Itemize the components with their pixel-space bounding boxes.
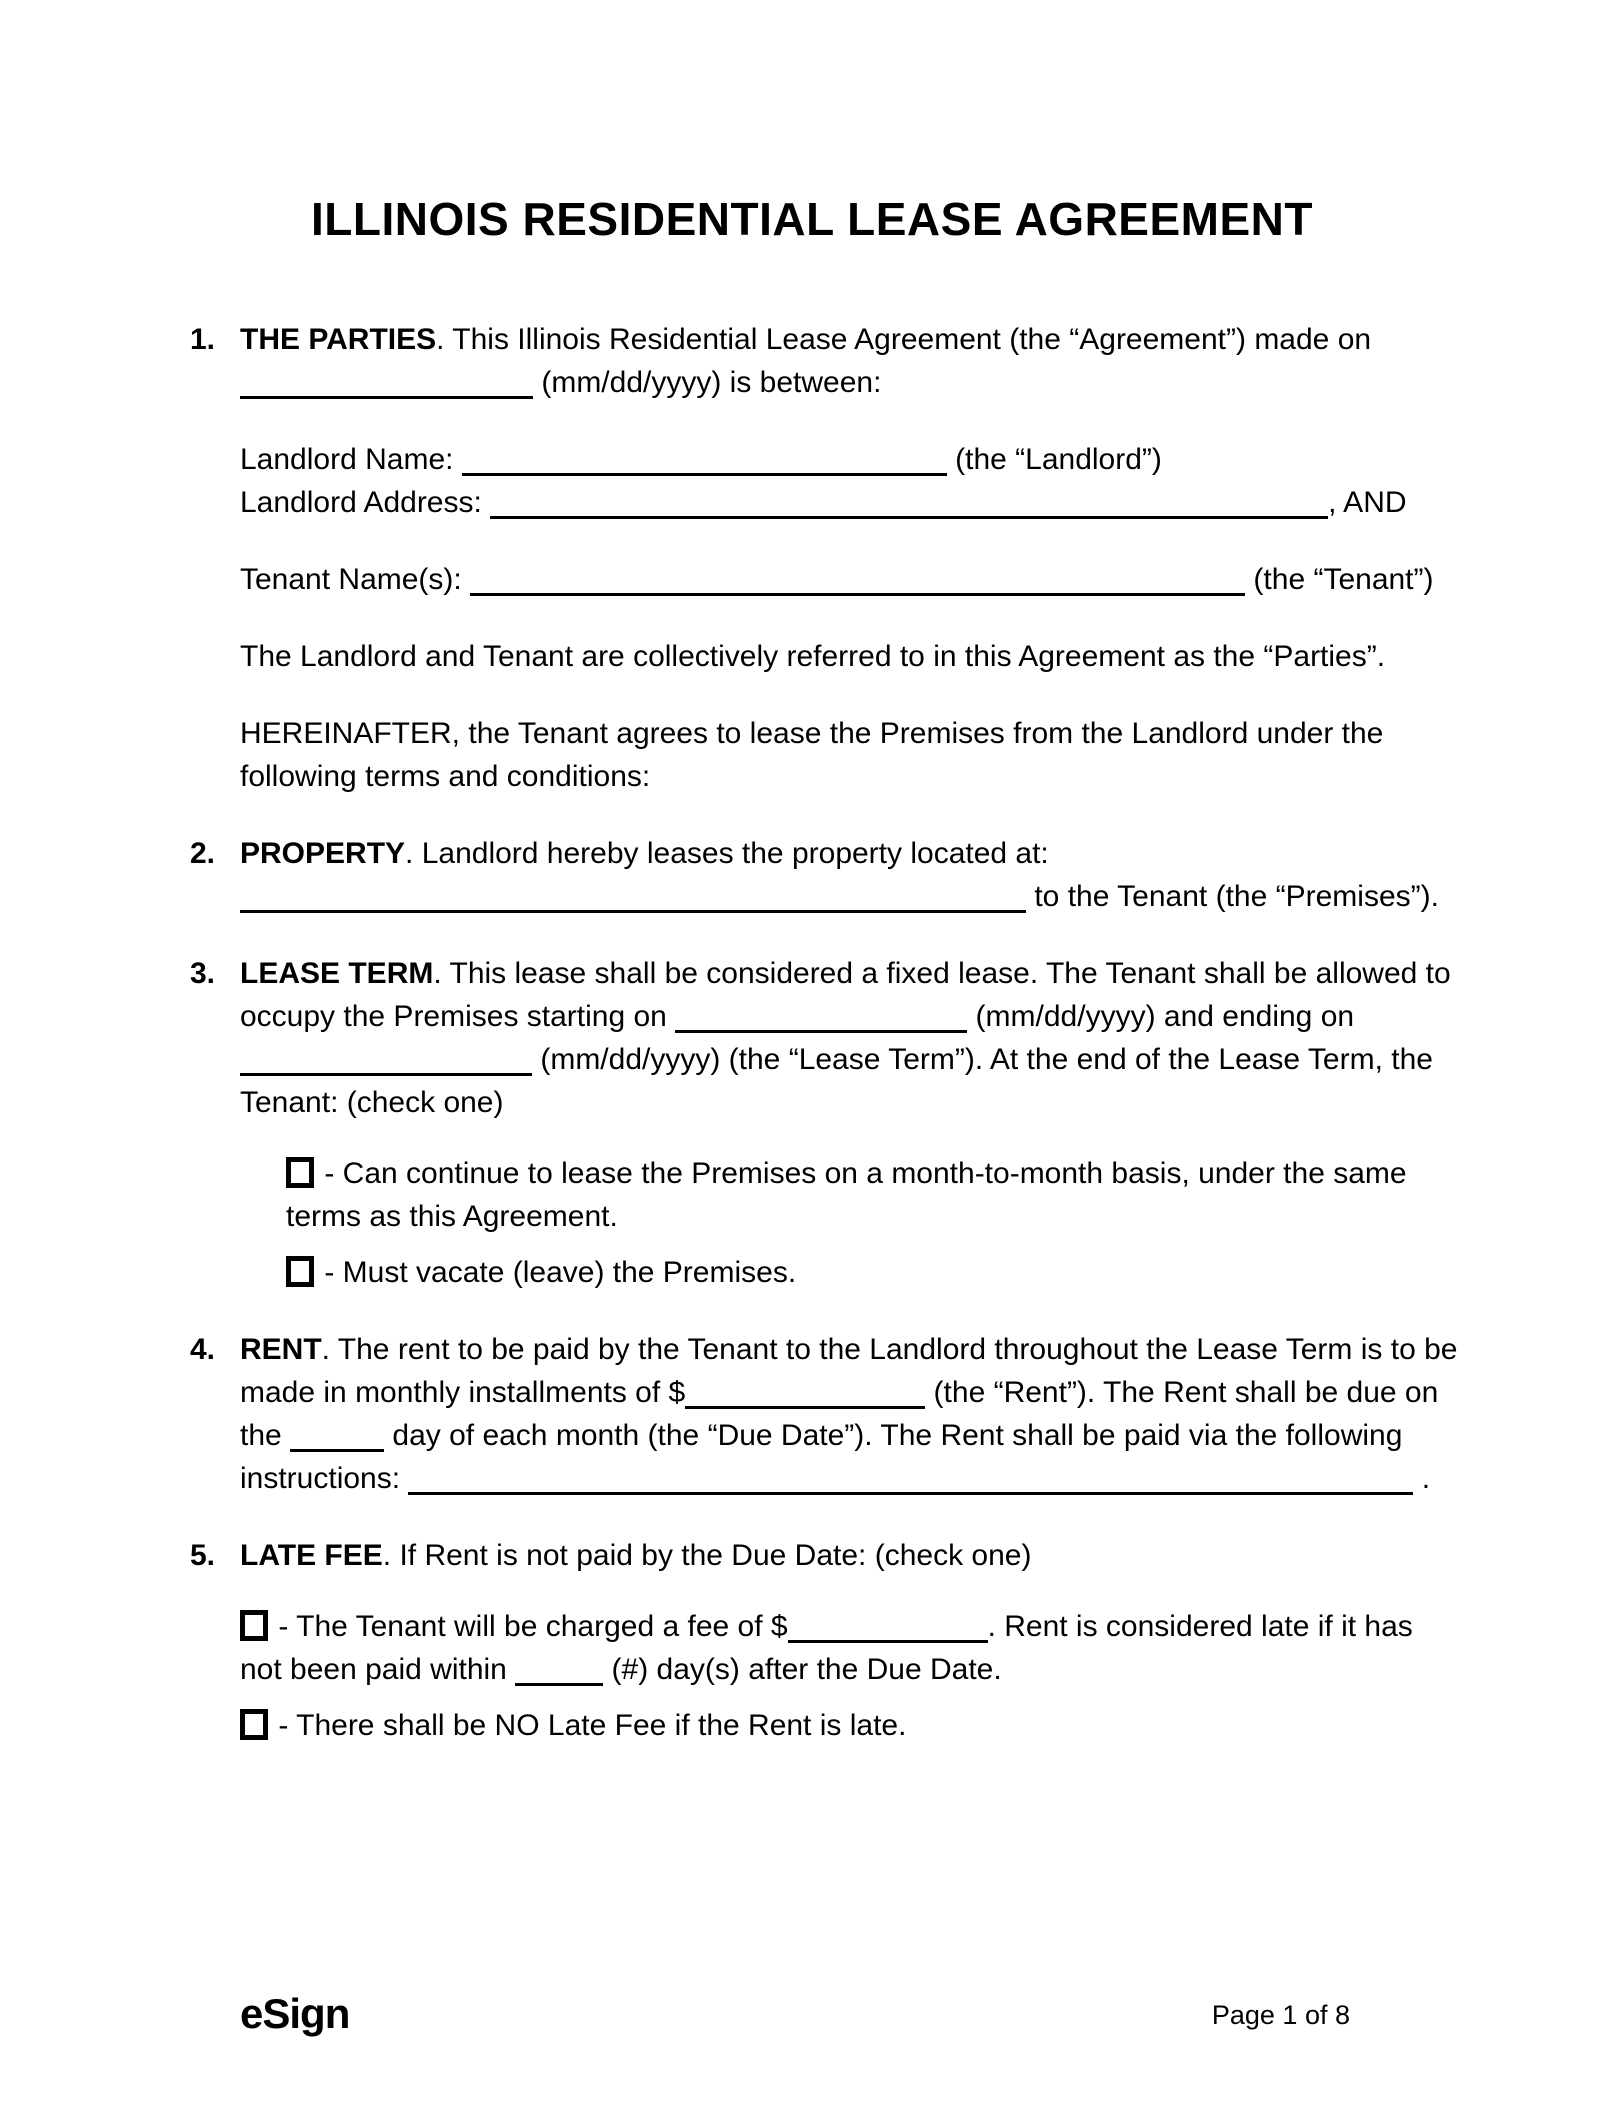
text-run: . The rent to be paid by the Tenant to the Landlord throughout the Lease Term is to be: [321, 1333, 1458, 1366]
section-item: [190, 952, 1474, 1294]
text-run: (mm/dd/yyyy) and ending on: [967, 1000, 1355, 1033]
text-run: - Can continue to lease the Premises on a month-to-month basis, under the same: [316, 1157, 1407, 1190]
no-late-fee-checkbox[interactable]: [240, 1709, 268, 1740]
rent-due-day-field[interactable]: [290, 1419, 384, 1452]
text-run: The Landlord and Tenant are collectively referred to in this Agreement as the “Parties”.: [240, 640, 1386, 673]
section-body: [240, 1534, 1474, 1747]
section-body: [240, 952, 1474, 1294]
section-number: 4.: [190, 1333, 216, 1366]
text-run: Tenant: (check one): [240, 1086, 504, 1119]
text-run: - There shall be NO Late Fee if the Rent is late.: [270, 1709, 907, 1742]
text-run: not been paid within: [240, 1653, 516, 1686]
section-heading: THE PARTIES: [240, 323, 437, 356]
landlord-address-field[interactable]: [490, 486, 1328, 519]
section-body: [240, 318, 1474, 798]
text-run: Landlord Address:: [240, 486, 491, 519]
lease-end-date-field[interactable]: [240, 1043, 532, 1076]
paragraph: [240, 438, 1474, 524]
section-item: [190, 1328, 1474, 1500]
checkbox-option: [240, 1704, 1474, 1747]
esign-logo: eSign: [240, 1990, 350, 2037]
section-body: [240, 1328, 1474, 1500]
document-title: ILLINOIS RESIDENTIAL LEASE AGREEMENT: [311, 193, 1313, 245]
rent-amount-field[interactable]: [685, 1376, 925, 1409]
paragraph: [240, 1534, 1474, 1577]
section-heading: RENT: [240, 1333, 322, 1366]
section-item: [190, 1534, 1474, 1747]
text-run: , AND: [1328, 486, 1407, 519]
section-number: 1.: [190, 323, 216, 356]
section-body: [240, 832, 1474, 918]
paragraph: [240, 635, 1474, 678]
paragraph: [240, 952, 1474, 1124]
text-run: (mm/dd/yyyy) (the “Lease Term”). At the end of the Lease Term, the: [532, 1043, 1433, 1076]
late-grace-days-field[interactable]: [515, 1653, 603, 1686]
lease-start-date-field[interactable]: [675, 1000, 967, 1033]
agreement-date-field[interactable]: [240, 366, 533, 399]
text-run: (the “Landlord”): [946, 443, 1162, 476]
checkbox-option: [240, 1152, 1474, 1238]
text-run: . This Illinois Residential Lease Agreement (the “Agreement”) made on: [436, 323, 1372, 356]
text-run: . This lease shall be considered a fixed lease. The Tenant shall be allowed to: [433, 957, 1451, 990]
section-heading: LATE FEE: [240, 1539, 383, 1572]
text-run: day of each month (the “Due Date”). The Rent shall be paid via the following: [384, 1419, 1403, 1452]
payment-instructions-field[interactable]: [408, 1462, 1413, 1495]
tenant-names-field[interactable]: [470, 563, 1245, 596]
section-number: 3.: [190, 957, 216, 990]
text-run: (the “Rent”). The Rent shall be due on: [925, 1376, 1439, 1409]
text-run: . Rent is considered late if it has: [987, 1610, 1413, 1643]
section-heading: PROPERTY: [240, 837, 406, 870]
paragraph: [240, 712, 1474, 798]
text-run: (#) day(s) after the Due Date.: [603, 1653, 1002, 1686]
text-run: Landlord Name:: [240, 443, 462, 476]
sections-list: [0, 318, 1624, 1747]
text-run: (mm/dd/yyyy) is between:: [533, 366, 882, 399]
text-run: . If Rent is not paid by the Due Date: (check one): [382, 1539, 1032, 1572]
late-fee-amount-field[interactable]: [788, 1610, 988, 1643]
section-number: 5.: [190, 1539, 216, 1572]
text-run: terms as this Agreement.: [286, 1200, 618, 1233]
text-run: - The Tenant will be charged a fee of $: [270, 1610, 788, 1643]
section-item: [190, 318, 1474, 798]
section-heading: LEASE TERM: [240, 957, 434, 990]
text-run: following terms and conditions:: [240, 760, 651, 793]
text-run: instructions:: [240, 1462, 409, 1495]
checkbox-option: [240, 1251, 1474, 1294]
text-run: HEREINAFTER, the Tenant agrees to lease the Premises from the Landlord under the: [240, 717, 1384, 750]
paragraph: [240, 318, 1474, 404]
text-run: made in monthly installments of $: [240, 1376, 686, 1409]
text-run: the: [240, 1419, 291, 1452]
must-vacate-checkbox[interactable]: [286, 1256, 314, 1287]
landlord-name-field[interactable]: [462, 443, 947, 476]
property-address-field[interactable]: [240, 880, 1026, 913]
text-run: - Must vacate (leave) the Premises.: [316, 1256, 797, 1289]
text-run: .: [1413, 1462, 1431, 1495]
text-run: to the Tenant (the “Premises”).: [1026, 880, 1439, 913]
paragraph: [240, 1328, 1474, 1500]
text-run: (the “Tenant”): [1245, 563, 1434, 596]
late-fee-charged-checkbox[interactable]: [240, 1610, 268, 1641]
page-number: Page 1 of 8: [1211, 2000, 1350, 2030]
section-number: 2.: [190, 837, 216, 870]
paragraph: [240, 832, 1474, 918]
month-to-month-checkbox[interactable]: [286, 1157, 314, 1188]
page-footer: [240, 1992, 1350, 2036]
text-run: Tenant Name(s):: [240, 563, 471, 596]
paragraph: [240, 558, 1474, 601]
section-item: [190, 832, 1474, 918]
text-run: occupy the Premises starting on: [240, 1000, 676, 1033]
checkbox-option: [240, 1605, 1474, 1691]
text-run: . Landlord hereby leases the property located at:: [405, 837, 1049, 870]
